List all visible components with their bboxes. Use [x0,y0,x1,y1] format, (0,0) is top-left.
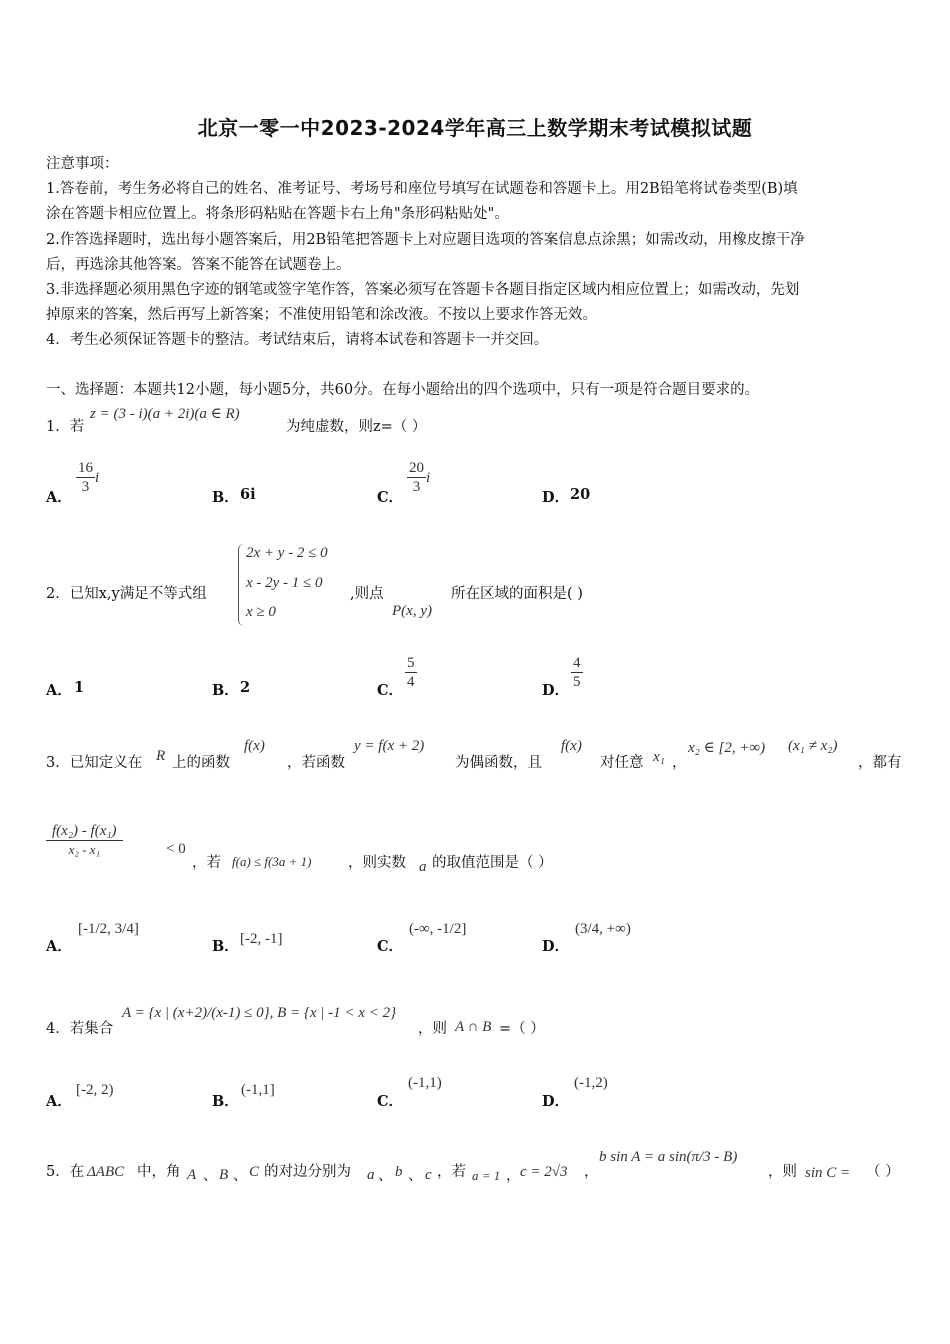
q1-option-d: 20 [570,486,591,503]
q2-option-d [571,654,583,691]
q3-comma: ， [672,755,687,771]
q2-d-den: 5 [573,674,581,690]
q1-a-tail: i [95,470,100,486]
q3-t4: 对任意 [600,755,644,771]
q3-t6: ，若 [192,855,221,871]
q3-fx: f(x) [244,738,265,754]
notice-heading: 注意事项： [46,156,119,172]
q1-c-den: 3 [412,479,421,495]
q4-label-c: C． [377,1093,404,1110]
q2-option-a: 1 [74,679,85,696]
q2-d-num: 4 [573,655,581,671]
q3-t8: 的取值范围是（ ） [432,855,553,871]
q3-t7: ，则实数 [348,855,406,871]
q3-option-a: [-1/2, 3/4] [78,921,139,937]
q5-angle-a: A [187,1167,197,1183]
q3-frac-den: x₂ - x₁ [68,842,100,857]
q4-option-d: (-1,2) [574,1075,608,1091]
notice-item-1: 1.答卷前，考生务必将自己的姓名、准考证号、考场号和座位号填写在试题卷和答题卡上。用2B铅笔将试卷类型(B)填 [46,181,798,197]
q2-ineq-1: 2x + y - 2 ≤ 0 [246,545,328,561]
q1-c-tail: i [426,470,431,486]
q1-label-a: A． [46,489,72,506]
q5-side-c: c [425,1167,432,1183]
q1-label-b: B． [212,489,239,506]
q5-sep-2: 、 [233,1168,248,1184]
q1-expr: z = (3 - i)(a + 2i)(a ∈ R) [90,406,240,422]
q3-x2dom: x₂ ∈ [2, +∞) [688,740,766,756]
q3-option-d: (3/4, +∞) [575,921,631,937]
q5-suffix: （ ） [866,1164,900,1180]
q2-brace [238,544,245,626]
q3-yfx2: y = f(x + 2) [354,738,425,754]
q4-AcapB: A ∩ B [455,1019,492,1035]
q1-label-c: C． [377,489,404,506]
q2-option-c [405,654,417,691]
q3-label-a: A． [46,938,72,955]
q1-a-num: 16 [78,460,93,476]
q5-side-a: a [367,1167,375,1183]
q2-ineq-3: x ≥ 0 [246,604,276,620]
notice-item-1-cont: 涂在答题卡相应位置上。将条形码粘贴在答题卡右上角"条形码粘贴处"。 [46,206,509,222]
q2-ineq-2: x - 2y - 1 ≤ 0 [246,575,323,591]
q3-cond: f(a) ≤ f(3a + 1) [232,854,312,869]
q5-side-b: b [395,1164,403,1180]
q5-comma-2: ， [584,1164,599,1180]
q3-prefix: 3．已知定义在 [46,755,143,771]
q5-t1: 中，角 [137,1164,181,1180]
q1-c-num: 20 [409,460,424,476]
q3-label-c: C． [377,938,404,955]
q4-option-b: (-1,1] [241,1082,275,1098]
q4-sets: A = {x | (x+2)/(x-1) ≤ 0}, B = {x | -1 < x < 2} [122,1005,397,1021]
q5-angle-c: C [249,1164,260,1180]
q5-t3: ，若 [437,1164,466,1180]
q1-option-b: 6i [240,486,256,503]
notice-item-3: 3.非选择题必须用黑色字迹的钢笔或签字笔作答，答案必须写在答题卡各题目指定区域内相应位置上；如需改动，先划 [46,282,800,298]
q5-t4: ，则 [768,1164,797,1180]
q4-suffix: =（ ） [499,1021,545,1037]
q3-label-b: B． [212,938,239,955]
q3-lt0: < 0 [166,841,186,857]
q3-a: a [419,859,427,875]
q3-t2: ，若函数 [287,755,345,771]
q3-t1: 上的函数 [172,755,230,771]
q3-R: R [156,748,166,764]
q5-sep-4: 、 [408,1168,423,1184]
q2-label-c: C． [377,682,404,699]
q3-x1nex2: (x₁ ≠ x₂) [788,738,838,754]
q1-a-den: 3 [81,479,90,495]
notice-item-2: 2.作答选择题时，选出每小题答案后，用2B铅笔把答题卡上对应题目选项的答案信息点涂黑；如需改动，用橡皮擦干净 [46,232,805,248]
q1-suffix: 为纯虚数，则z=（ ） [286,419,427,435]
q4-label-b: B． [212,1093,239,1110]
notice-item-3-cont: 掉原来的答案，然后再写上新答案；不准使用铅笔和涂改液。不按以上要求作答无效。 [46,307,597,323]
q3-option-c: (-∞, -1/2] [409,921,467,937]
q4-option-a: [-2, 2) [76,1082,114,1098]
q2-option-b: 2 [240,679,251,696]
q2-point: P(x, y) [392,603,432,619]
q5-sep-1: 、 [203,1168,218,1184]
q2-suffix: 所在区域的面积是( ) [451,586,583,602]
q5-angle-b: B [219,1167,229,1183]
q4-option-c: (-1,1) [408,1075,442,1091]
q4-label-a: A． [46,1093,72,1110]
q3-t3: 为偶函数，且 [455,755,542,771]
q4-label-d: D． [542,1093,570,1110]
q3-x1: x₁ [653,749,665,765]
q1-option-c [407,459,430,496]
q3-fraction [46,822,123,859]
q5-prefix: 5．在 [46,1164,85,1180]
q5-c-eq: c = 2√3 [520,1164,568,1180]
q2-mid: ,则点 [350,586,384,602]
q2-prefix: 2．已知x,y满足不等式组 [46,586,207,602]
q4-t1: ，则 [418,1021,447,1037]
q5-t2: 的对边分别为 [264,1164,351,1180]
q2-c-den: 4 [407,674,415,690]
section-heading: 一、选择题：本题共12小题，每小题5分，共60分。在每小题给出的四个选项中，只有一项是符合题目要求的。 [46,382,760,398]
q2-label-b: B． [212,682,239,699]
q2-c-num: 5 [407,655,415,671]
q1-prefix: 1．若 [46,419,85,435]
q5-a-eq: a = 1 [472,1168,501,1183]
q5-sep-3: 、 [378,1168,393,1184]
q2-label-d: D． [542,682,570,699]
q3-fx2: f(x) [561,738,582,754]
q3-frac-num: f(x₂) - f(x₁) [46,822,123,841]
q5-triangle: ΔABC [87,1164,125,1180]
q5-comma-1: ， [506,1168,521,1184]
page-title: 北京一零一中2023-2024学年高三上数学期末考试模拟试题 [197,116,753,140]
q5-sinC: sin C = [805,1165,851,1181]
q3-label-d: D． [542,938,570,955]
q4-prefix: 4．若集合 [46,1021,114,1037]
q3-option-b: [-2, -1] [240,931,283,947]
q5-bsin: b sin A = a sin(π/3 - B) [599,1149,738,1165]
notice-item-4: 4．考生必须保证答题卡的整洁。考试结束后，请将本试卷和答题卡一并交回。 [46,332,549,348]
q2-label-a: A． [46,682,72,699]
q1-label-d: D． [542,489,570,506]
q1-option-a [76,459,99,496]
notice-item-2-cont: 后，再选涂其他答案。答案不能答在试题卷上。 [46,257,351,273]
q3-t5: ，都有 [858,755,902,771]
